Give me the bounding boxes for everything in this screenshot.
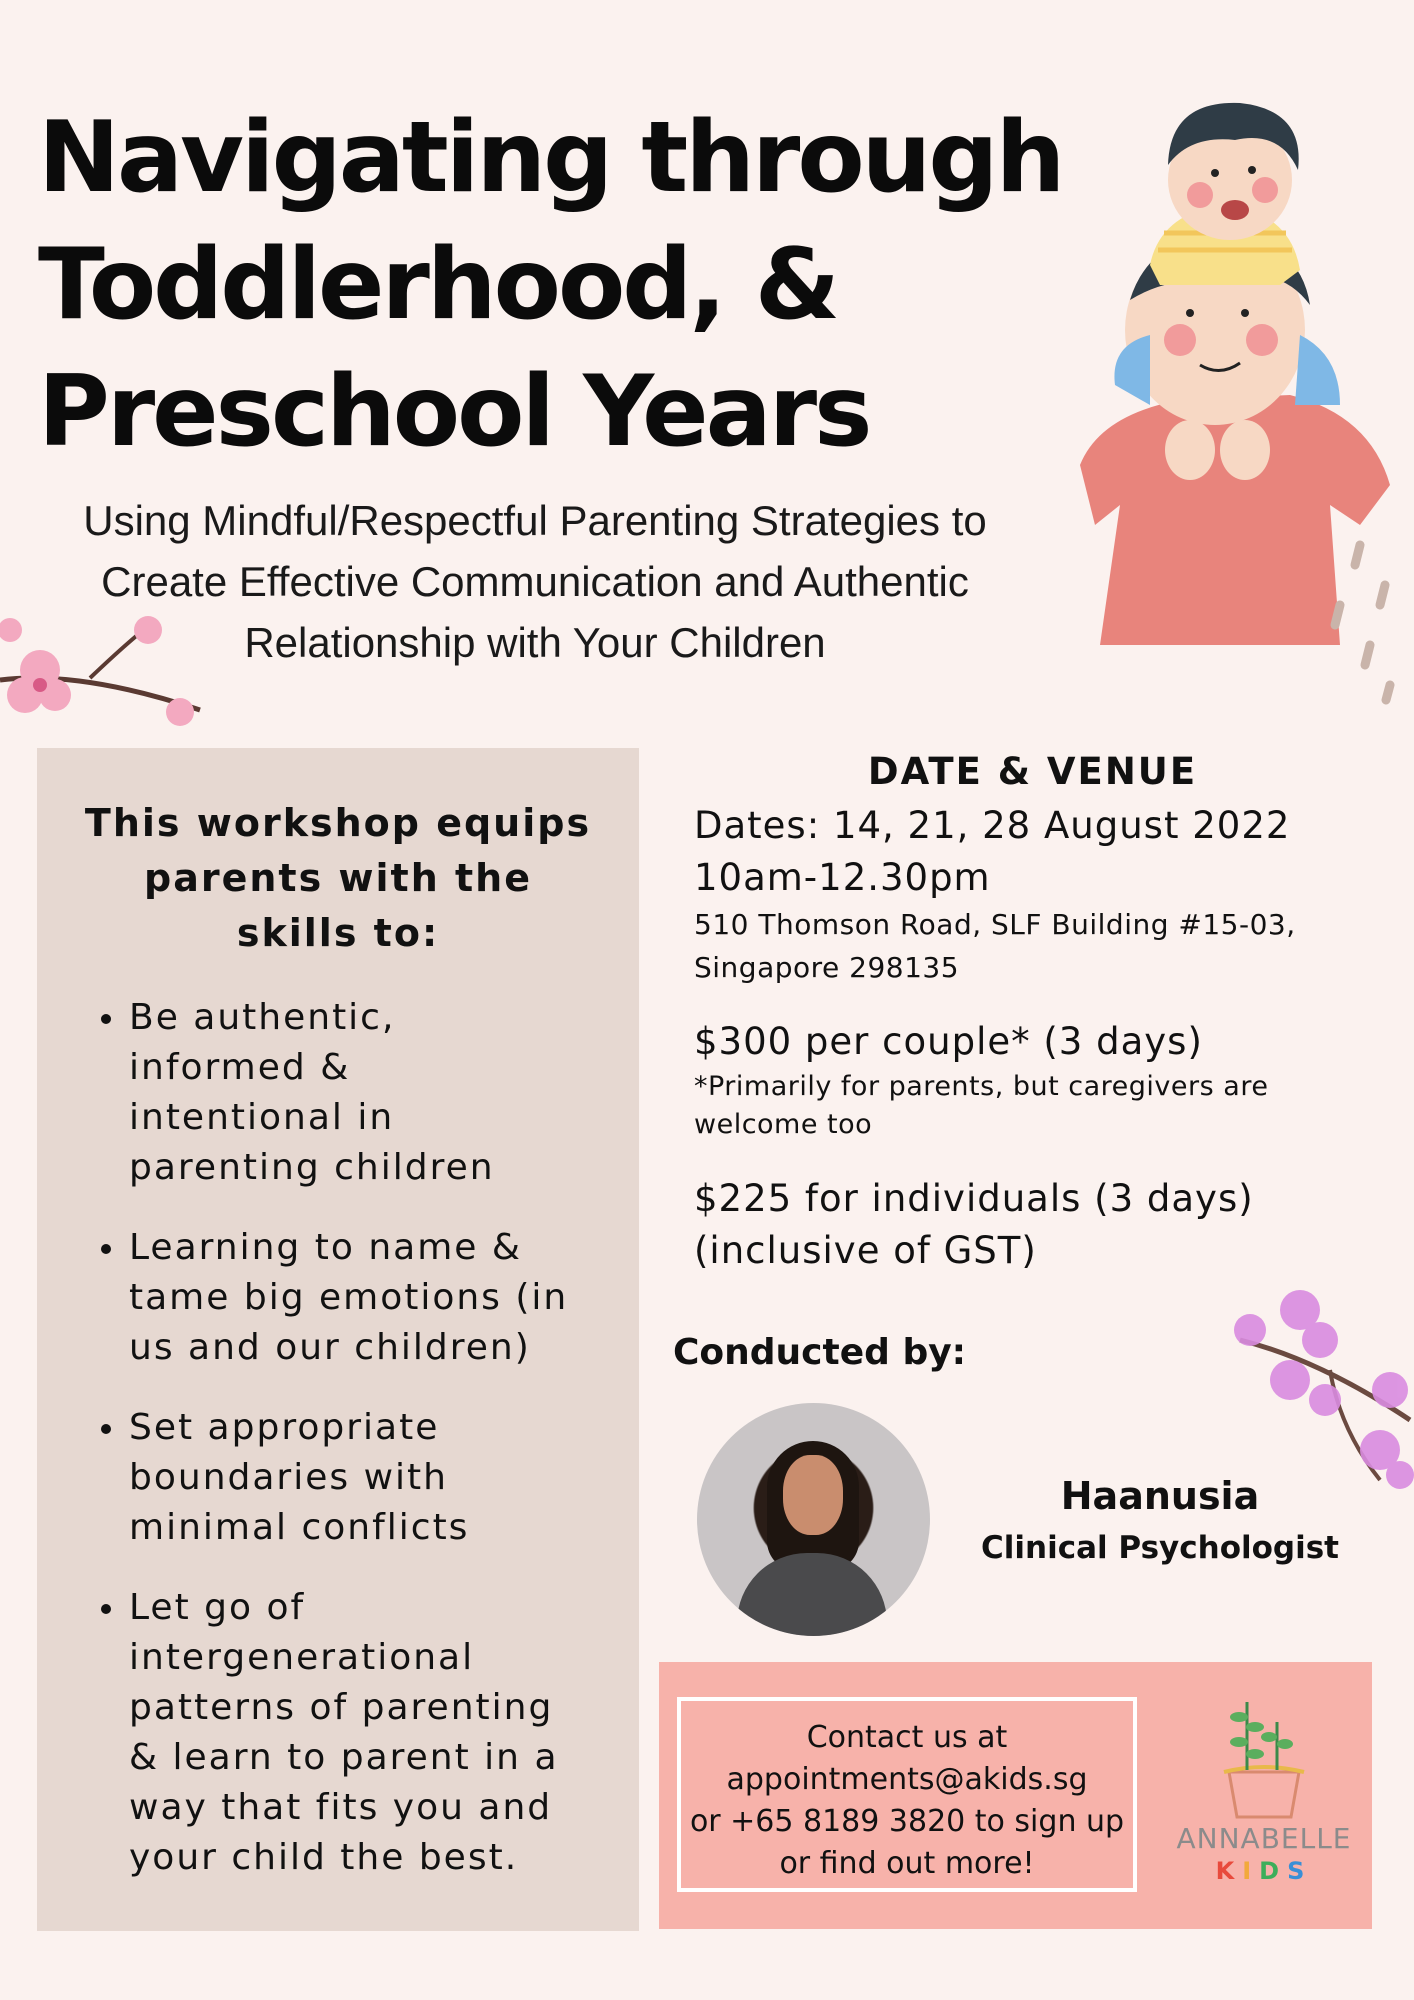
list-item [129,993,649,1193]
logo-kids-letter: D [1259,1857,1288,1885]
logo-kids-letter: S [1287,1857,1313,1885]
workshop-intro [37,796,639,961]
skill-line: boundaries with [129,1457,448,1498]
contact-line: or +65 8189 3820 to sign up [689,1804,1125,1839]
skill-line: Set appropriate [129,1407,440,1448]
skill-line: us and our children) [129,1327,531,1368]
speaker-role: Clinical Psychologist [981,1530,1339,1566]
skill-line: & learn to parent in a [129,1737,559,1778]
title-line: Toddlerhood, & [38,228,838,342]
skill-line: your child the best. [129,1837,519,1878]
individual-price: $225 for individuals (3 days) [694,1177,1254,1220]
title-line: Preschool Years [38,355,870,469]
venue-address-line1: 510 Thomson Road, SLF Building #15-03, [694,908,1296,941]
logo-kids-letter: K [1215,1857,1243,1885]
gst-note: (inclusive of GST) [694,1229,1037,1272]
venue-heading: DATE & VENUE [867,750,1198,793]
contact-email[interactable]: appointments@akids.sg [726,1762,1088,1797]
annabelle-kids-logo [1169,1682,1359,1912]
skills-list [129,993,649,1913]
plant-pot-icon [1169,1682,1359,1822]
father-son-illustration [1040,85,1410,705]
venue-address-line2: Singapore 298135 [694,951,960,984]
intro-line: This workshop equips [84,801,592,845]
logo-kids-letter: I [1242,1857,1260,1885]
contact-text [677,1697,1137,1892]
logo-kids [1169,1857,1359,1885]
title-line: Navigating through [38,101,1063,215]
skill-line: way that fits you and [129,1787,553,1828]
list-item [129,1583,649,1883]
contact-line: or find out more! [779,1846,1035,1881]
skill-line: minimal conflicts [129,1507,470,1548]
skill-line: intergenerational [129,1637,475,1678]
list-item [129,1223,649,1373]
skill-line: patterns of parenting [129,1687,554,1728]
couple-note-line2: welcome too [694,1109,873,1140]
skill-line: parenting children [129,1147,495,1188]
page-title [38,95,1078,476]
subtitle-line: Relationship with Your Children [244,619,826,666]
skill-line: Learning to name & [129,1227,522,1268]
workshop-panel [37,748,639,1931]
skill-line: intentional in [129,1097,395,1138]
skill-line: Be authentic, [129,997,396,1038]
skill-line: Let go of [129,1587,306,1628]
intro-line: parents with the [144,856,532,900]
contact-box [659,1662,1372,1929]
skill-line: tame big emotions (in [129,1277,569,1318]
venue-time: 10am-12.30pm [694,856,991,899]
couple-price: $300 per couple* (3 days) [694,1020,1203,1063]
intro-line: skills to: [236,911,440,955]
couple-note-line1: *Primarily for parents, but caregivers are [694,1071,1269,1102]
subtitle-line: Using Mindful/Respectful Parenting Strategies to [83,497,987,544]
venue-dates: Dates: 14, 21, 28 August 2022 [694,804,1291,847]
list-item [129,1403,649,1553]
logo-text: ANNABELLE [1176,1822,1352,1855]
speaker-photo [697,1403,930,1636]
cherry-blossom-left-icon [0,600,210,750]
speaker-name: Haanusia [1060,1474,1260,1518]
contact-line: Contact us at [806,1720,1008,1755]
conducted-by-label: Conducted by: [673,1332,967,1373]
subtitle-line: Create Effective Communication and Authentic [101,558,969,605]
skill-line: informed & [129,1047,351,1088]
